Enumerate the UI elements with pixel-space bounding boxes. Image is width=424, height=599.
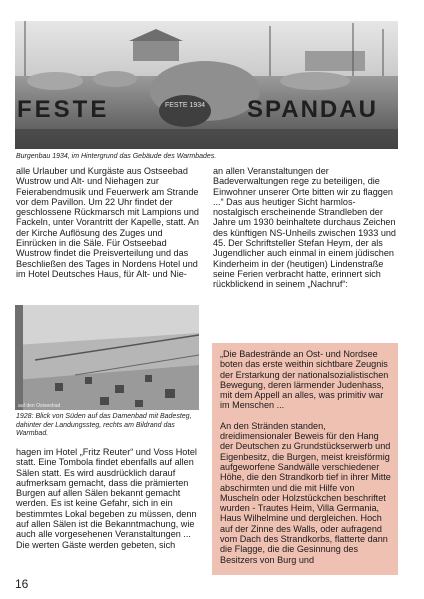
quote-box — [212, 343, 398, 575]
sandcastle-photo-graphic — [15, 21, 398, 149]
photo-sandcastle — [15, 21, 398, 149]
photo-beach — [15, 305, 199, 410]
plaque-text: FESTE 1934 — [164, 102, 206, 109]
quote-paragraph-1: „Die Badestrände an Ost- und Nordsee boten das erste weithin sichtbare Zeugnis der Erstarkung der nationalsozialistischen Bewegung, deren lärmender Judenhass, mit dem Appell an alles, was primitiv war im Menschen ... — [220, 349, 389, 411]
photo-caption-beach: 1928: Blick von Süden auf das Damenbad mit Badesteg, dahinter der Landungssteg, rechts am Bildrand das Warmbad. — [16, 413, 192, 438]
photo-stamp: auf den Ostseebad — [18, 403, 61, 409]
paragraph: an allen Veranstaltungen der Badeverwaltungen rege zu beteiligen, die Einwohner unserer Orte bitten wir zu flaggen ...“ Das aus heutiger Sicht harmlos-nostalgisch erscheinende Strandleben der Jahre um 1930 beinhaltete durchaus Zeichen des künftigen NS-Unheils zwischen 1933 und 45. Der Schriftsteller Stefan Heym, der als Jugendlicher auch einmal in einem jüdischen Kinderheim in der (heutigen) Lindenstraße seine Ferien verbracht hatte, erinnert sich rückblickend in seinem „Nachruf“: — [213, 166, 396, 290]
text-column-right — [213, 166, 396, 290]
paragraph: hagen im Hotel „Fritz Reuter“ und Voss Hotel statt. Eine Tombola findet ebenfalls auf allen Sälen statt. Es wird ausdrücklich darauf aufmerksam gemacht, dass die prämierten Burgen auf allen Sälen bekannt gemacht werden. Es ist keine Gefahr, sich in ein bestimmtes Lokal begeben zu müssen, denn auf allen Sälen ist die Bekanntmachung, wie auch alle vorgesehenen Veranstaltungen ... Die werten Gäste werden gebeten, sich — [16, 447, 197, 550]
quote-paragraph-2: An den Stränden standen, dreidimensionaler Beweis für den Hang der Deutschen zu Grundstückserwerb und Eigenbesitz, die Burgen, meist kreisförmig aufgeworfene Sandwälle verschiedener Höhe, die den Strandkorb tief in ihrer Mitte abschirmten und die mit Hilfe von Muscheln oder Holzstückchen beschriftet wurden - Trautes Heim, Villa Germania, Haus Wilhelmine und dergleichen. Hoch auf der Zinne des Walls, oder aufragend vom Dach des Strandkorbs, flatterte dann die Flagge, die die Gesinnung des Besitzers von Burg und — [220, 420, 391, 565]
photo-caption-top: Burgenbau 1934, im Hintergrund das Gebäude des Warmbades. — [16, 153, 217, 160]
paragraph: alle Urlauber und Kurgäste aus Ostseebad Wustrow und Alt- und Niehagen zur Feierabendmusik und Feuerwerk am Strande vor dem Pavillon. Um 22 Uhr findet der geschlossene Rückmarsch mit Lampions und Fackeln, unter Vorantritt der Kapelle, statt. An der Kirche Auflösung des Zuges und Einrücken in die Säle. Für Ostseebad Wustrow findet die Preisverteilung und das Beschließen des Tages in Nordens Hotel und im Hotel Deutsches Haus, für Alt- und Nie- — [16, 166, 199, 279]
text-column-left-bottom — [16, 447, 200, 550]
text-column-left-top — [16, 166, 200, 279]
burg-text-left: FESTE — [17, 96, 110, 123]
page-number: 16 — [15, 577, 29, 591]
burg-text-right: SPANDAU — [247, 96, 378, 123]
beach-photo-graphic — [15, 305, 199, 410]
